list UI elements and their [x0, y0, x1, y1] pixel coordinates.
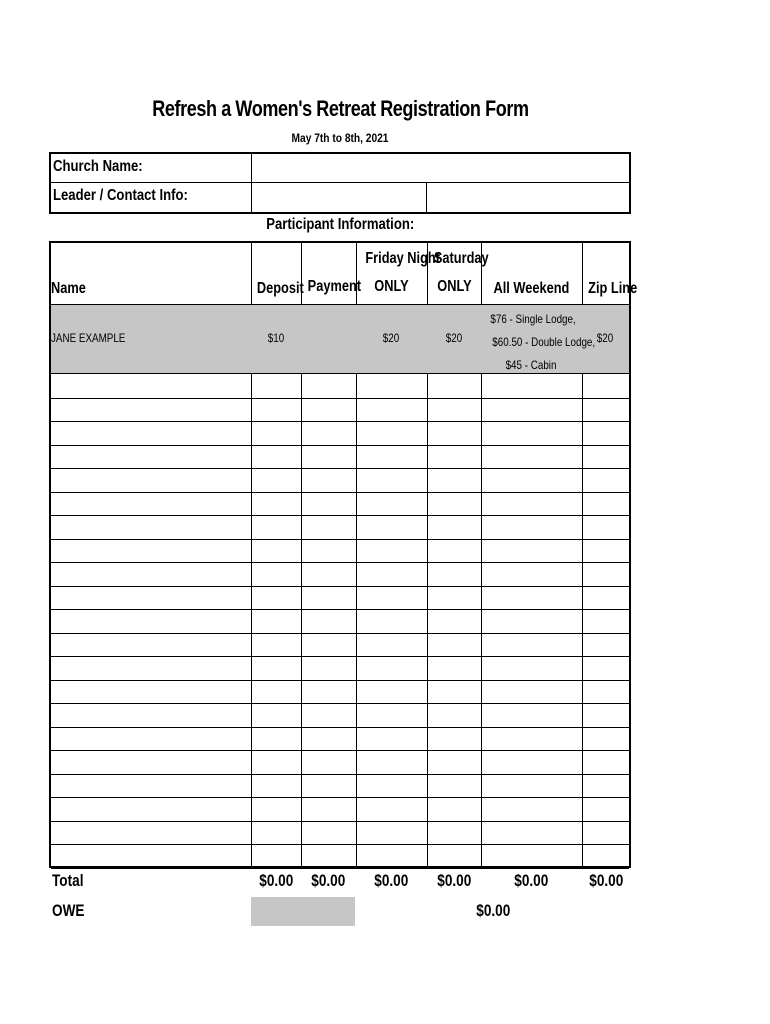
participant-row-line: [51, 586, 629, 587]
participant-row-line: [51, 750, 629, 751]
participant-row-line: [51, 656, 629, 657]
church-name-label: Church Name:: [53, 158, 143, 175]
total-all-weekend: $0.00: [514, 871, 549, 890]
total-saturday: $0.00: [436, 871, 472, 890]
header-saturday: Saturday ONLY: [433, 250, 489, 295]
participant-row-line: [51, 539, 629, 540]
total-deposit: $0.00: [258, 871, 294, 890]
owe-label: OWE: [52, 901, 85, 920]
owe-shaded-box: [251, 897, 355, 926]
example-row: [51, 304, 629, 374]
leader-contact-label: Leader / Contact Info:: [53, 187, 188, 204]
participant-row-line: [51, 868, 629, 869]
total-label: Total: [52, 871, 84, 890]
header-name: Name: [51, 280, 86, 297]
participant-row-line: [51, 515, 629, 516]
form-title: Refresh a Women's Retreat Registration Form: [151, 96, 529, 121]
church-info-table: [49, 152, 631, 214]
leader-contact-row: [51, 183, 629, 212]
participant-row-line: [51, 680, 629, 681]
example-payment: [301, 331, 356, 345]
participant-row-line: [51, 398, 629, 399]
participant-row-line: [51, 633, 629, 634]
total-payment: $0.00: [311, 871, 346, 890]
example-name: JANE EXAMPLE: [51, 331, 126, 345]
participant-row-line: [51, 844, 629, 845]
example-zip: $20: [597, 331, 614, 345]
participant-heading: Participant Information:: [266, 216, 414, 233]
participant-row-line: [51, 727, 629, 728]
total-zip: $0.00: [589, 871, 624, 890]
participant-row-line: [51, 421, 629, 422]
participant-row-line: [51, 703, 629, 704]
header-deposit: Deposit: [256, 280, 304, 297]
participant-row-line: [51, 774, 629, 775]
total-friday: $0.00: [374, 871, 409, 890]
header-zip-line: Zip Line: [588, 280, 638, 297]
participant-row-line: [51, 562, 629, 563]
participant-row-line: [51, 468, 629, 469]
participant-row-line: [51, 821, 629, 822]
participant-row-line: [51, 609, 629, 610]
header-payment: Payment: [307, 278, 362, 295]
participant-row-line: [51, 445, 629, 446]
retreat-dates: May 7th to 8th, 2021: [291, 131, 389, 145]
owe-amount: $0.00: [475, 901, 511, 920]
header-all-weekend: All Weekend: [493, 280, 570, 297]
example-deposit: $10: [267, 331, 285, 345]
example-saturday: $20: [445, 331, 463, 345]
contact-info-field[interactable]: [426, 183, 427, 212]
example-friday: $20: [383, 331, 400, 345]
header-friday: Friday Night ONLY: [365, 250, 441, 295]
participant-row-line: [51, 492, 629, 493]
participant-table: [49, 241, 638, 868]
church-name-row: [51, 154, 629, 183]
church-name-field[interactable]: [251, 154, 252, 212]
example-all-weekend: $76 - Single Lodge, $60.50 - Double Lodge, $45 - Cabin: [490, 312, 596, 372]
participant-row-line: [51, 797, 629, 798]
